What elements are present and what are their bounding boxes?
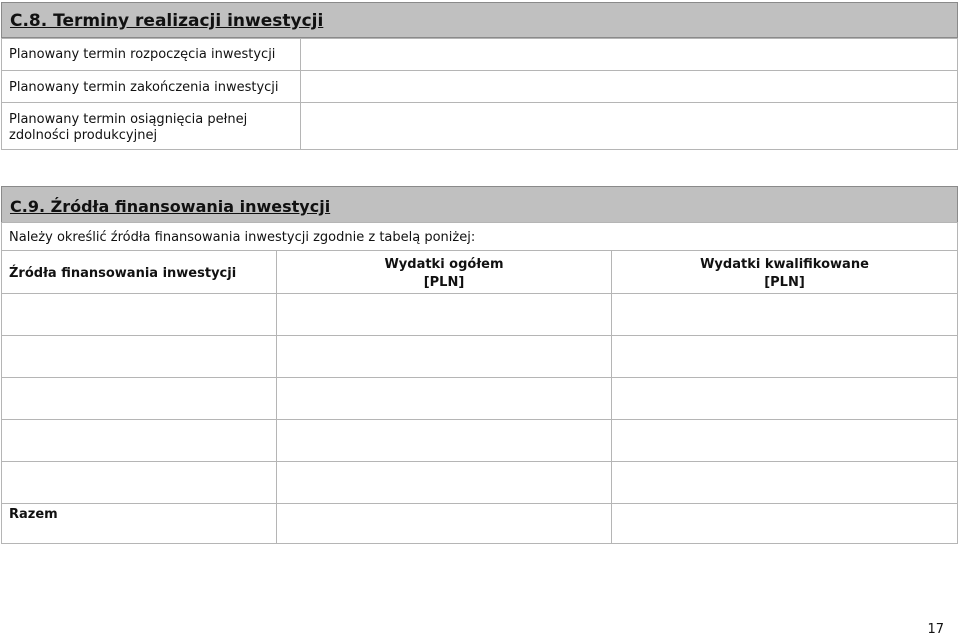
header-eligible-line1: Wydatki kwalifikowane: [700, 257, 869, 272]
sum-label: Razem: [9, 507, 58, 522]
table-row-5-eligible-field[interactable]: [611, 461, 958, 504]
table-row-2-source-field[interactable]: [1, 335, 277, 378]
section-c8-title: C.8. Terminy realizacji inwestycji: [10, 11, 324, 31]
table-row-1-source-field[interactable]: [1, 293, 277, 336]
c8-start-value-field[interactable]: [300, 38, 958, 71]
section-c8-header: [1, 2, 958, 38]
header-source-label: Źródła finansowania inwestycji: [9, 266, 237, 281]
c9-instruction-text: Należy określić źródła finansowania inwestycji zgodnie z tabelą poniżej:: [9, 230, 476, 245]
c8-label-cell-end: [1, 70, 301, 103]
table-row-4-source-field[interactable]: [1, 419, 277, 462]
c8-end-label: Planowany termin zakończenia inwestycji: [9, 80, 279, 95]
page-number: 17: [927, 622, 944, 637]
table-row-3-total-field[interactable]: [276, 377, 612, 420]
table-row-2-eligible-field[interactable]: [611, 335, 958, 378]
table-header-source: [1, 250, 277, 294]
c8-label-cell-start: [1, 38, 301, 71]
table-row-3-source-field[interactable]: [1, 377, 277, 420]
header-total-line1: Wydatki ogółem: [384, 257, 504, 272]
header-eligible-line2: [PLN]: [764, 275, 805, 290]
c8-capacity-value-field[interactable]: [300, 102, 958, 150]
c8-label-cell-capacity: [1, 102, 301, 150]
table-sum-label-cell: [1, 503, 277, 544]
table-header-eligible: [611, 250, 958, 294]
table-sum-total-field[interactable]: [276, 503, 612, 544]
table-row-5-total-field[interactable]: [276, 461, 612, 504]
c8-end-value-field[interactable]: [300, 70, 958, 103]
c8-start-label: Planowany termin rozpoczęcia inwestycji: [9, 47, 276, 62]
section-c9-header: [1, 186, 958, 223]
table-row-5-source-field[interactable]: [1, 461, 277, 504]
table-row-4-eligible-field[interactable]: [611, 419, 958, 462]
table-row-3-eligible-field[interactable]: [611, 377, 958, 420]
header-total-line2: [PLN]: [423, 275, 465, 290]
table-row-4-total-field[interactable]: [276, 419, 612, 462]
table-sum-eligible-field[interactable]: [611, 503, 958, 544]
c9-instruction-row: [1, 222, 958, 251]
table-header-total: [276, 250, 612, 294]
table-row-2-total-field[interactable]: [276, 335, 612, 378]
section-c9-title: C.9. Źródła finansowania inwestycji: [10, 197, 331, 216]
table-row-1-total-field[interactable]: [276, 293, 612, 336]
table-row-1-eligible-field[interactable]: [611, 293, 958, 336]
c8-capacity-label: Planowany termin osiągnięcia pełnej zdolności produkcyjnej: [9, 112, 248, 143]
